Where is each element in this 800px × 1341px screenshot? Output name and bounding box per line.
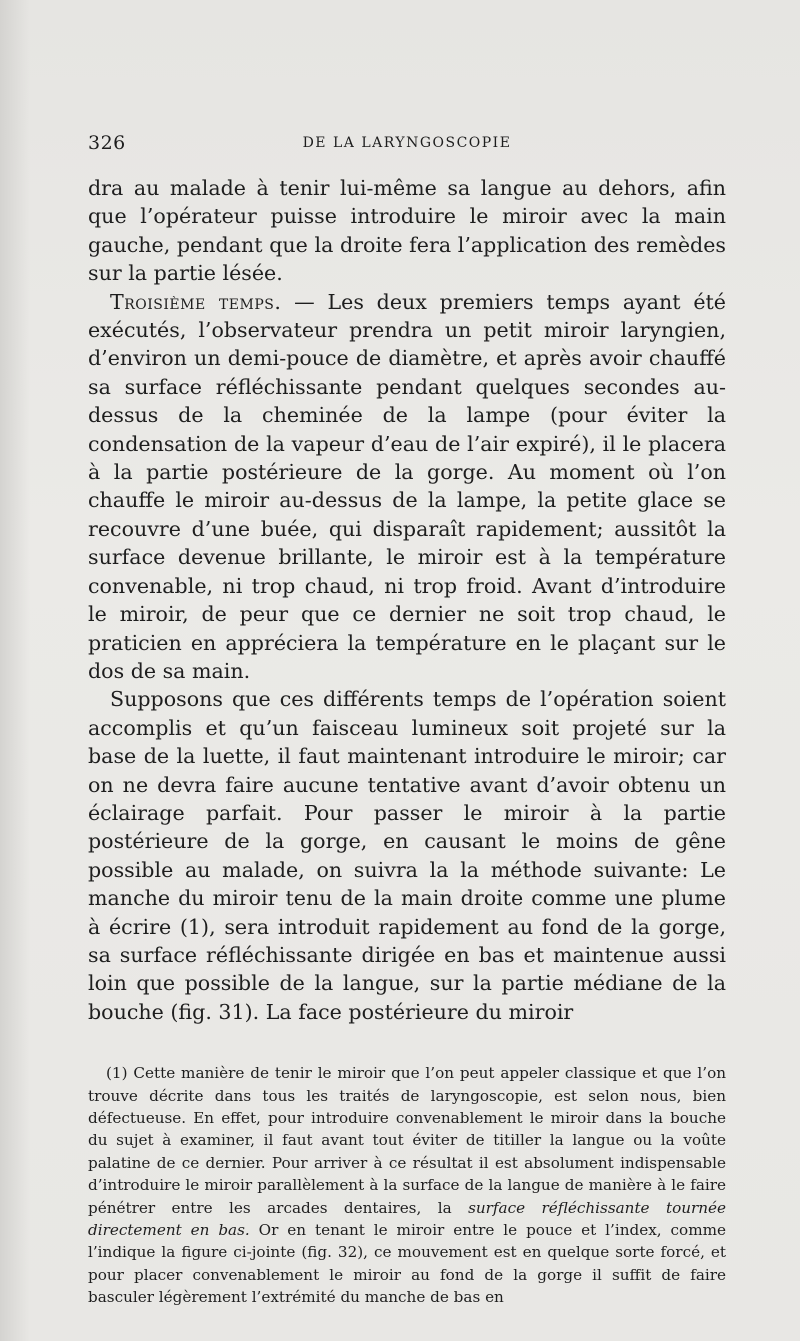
section-heading: Troisième temps. xyxy=(110,289,282,314)
footnote-text-b: Or en tenant le miroir entre le pouce et l’index, comme l’indique la figure ci-jointe (fig. 32), ce mouvement est en quelque sorte forcé, et pour placer convenablement le miroir au fond de la gorge il suffit de faire basculer légèrement l’extrémité du manche de bas en xyxy=(88,1221,726,1307)
paragraph-troisieme-temps xyxy=(88,288,726,686)
footnote-marker: (1) xyxy=(106,1064,128,1083)
page-content xyxy=(88,126,726,1309)
page-number: 326 xyxy=(88,132,126,154)
running-head xyxy=(88,126,726,162)
footnote-text-italic: surface réfléchissante tournée directement en bas. xyxy=(88,1198,727,1240)
paragraph-supposons: Supposons que ces différents temps de l’opération soient accomplis et qu’un faisceau lumineux soit projeté sur la base de la luette, il faut maintenant introduire le miroir; car on ne devra faire aucune tentative avant d’avoir obtenu un éclairage parfait. Pour passer le miroir à la partie postérieure de la gorge, en causant le moins de gêne possible au malade, on suivra la la méthode suivante: Le manche du miroir tenu de la main droite comme une plume à écrire (1), sera introduit rapidement au fond de la gorge, sa surface réfléchissante dirigée en bas et maintenue aussi loin que possible de la langue, sur la partie médiane de la bouche (fig. 31). La face postérieure du miroir xyxy=(88,687,726,1024)
body-text xyxy=(88,174,726,1026)
footnotes xyxy=(88,1062,726,1308)
footnote-1 xyxy=(88,1062,726,1308)
paragraph-text: — Les deux premiers temps ayant été exécutés, l’observateur prendra un petit miroir laryngien, d’environ un demi-pouce de diamètre, et après avoir chauffé sa surface réfléchissante pendant quelques secondes au-dessus de la cheminée de la lampe (pour éviter la condensation de la vapeur d’eau de l’air expiré), il le placera à la partie postérieure de la gorge. Au moment où l’on chauffe le miroir au-dessus de la lampe, la petite glace se recouvre d’une buée, qui disparaît rapidement; aussitôt la surface devenue brillante, le miroir est à la température convenable, ni trop chaud, ni trop froid. Avant d’introduire le miroir, de peur que ce dernier ne soit trop chaud, le praticien en appréciera la température en le plaçant sur le dos de sa main. xyxy=(88,289,726,683)
footnote-text-a: Cette manière de tenir le miroir que l’on peut appeler classique et que l’on trouve décrite dans tous les traités de laryngoscopie, est selon nous, bien défectueuse. En effet, pour introduire convenablement le miroir dans la bouche du sujet à examiner, il faut avant tout éviter de titiller la langue ou la voûte palatine de ce dernier. Pour arriver à ce résultat il est absolument indispensable d’introduire le miroir parallèlement à la surface de la langue de manière à le faire pénétrer entre les arcades dentaires, la xyxy=(88,1064,726,1217)
paragraph-continuation: dra au malade à tenir lui-même sa langue au dehors, afin que l’opérateur puisse introduire le miroir avec la main gauche, pendant que la droite fera l’application des remèdes sur la partie lésée. xyxy=(88,176,726,286)
running-title: DE LA LARYNGOSCOPIE xyxy=(302,135,512,151)
